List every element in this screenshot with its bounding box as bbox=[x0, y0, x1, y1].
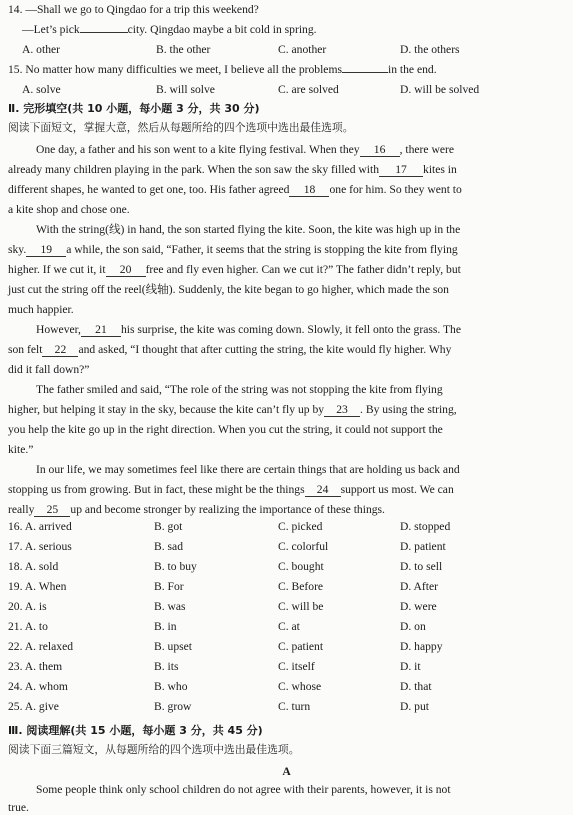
choice-25-option-b: B. grow bbox=[154, 700, 192, 713]
q14-text-b: city. Qingdao maybe a bit cold in spring. bbox=[127, 23, 317, 36]
q14-blank bbox=[80, 32, 128, 33]
choice-25-option-c: C. turn bbox=[278, 700, 311, 713]
choice-23-option-a: 23. A. them bbox=[8, 660, 63, 673]
choice-17-option-c: C. colorful bbox=[278, 540, 329, 553]
p1-text-a: One day, a father and his son went to a kite flying festival. When they bbox=[36, 143, 360, 156]
p5-line1: In our life, we may sometimes feel like there are certain things that are holding us back and bbox=[36, 463, 460, 476]
choice-19-option-a: 19. A. When bbox=[8, 580, 67, 593]
choice-25-option-d: D. put bbox=[400, 700, 429, 713]
p3-line3: did it fall down?” bbox=[8, 363, 90, 376]
p2-text-e: free and fly even higher. Can we cut it?” The father didn’t reply, but bbox=[145, 263, 461, 276]
p1-text-e: different shapes, he wanted to get one, too. His father agreed bbox=[8, 183, 290, 196]
blank-24: 24 bbox=[305, 484, 341, 497]
choice-22-option-c: C. patient bbox=[278, 640, 324, 653]
choice-19-option-d: D. After bbox=[400, 580, 438, 593]
p1-text-b: , there were bbox=[399, 143, 454, 156]
p4-line2 bbox=[8, 402, 573, 417]
choice-18-option-d: D. to sell bbox=[400, 560, 443, 573]
p3-line1 bbox=[36, 322, 573, 337]
p3-text-b: his surprise, the kite was coming down. Slowly, it fell onto the grass. The bbox=[120, 323, 461, 336]
blank-25: 25 bbox=[34, 504, 70, 517]
blank-19: 19 bbox=[26, 244, 66, 257]
p4-line3: you help the kite go up in the right direction. When you cut the string, it could not support the bbox=[8, 423, 443, 436]
section3-text-line2: true. bbox=[8, 801, 29, 814]
q15-text-a: 15. No matter how many difficulties we meet, I believe all the problems bbox=[8, 63, 342, 76]
p3-line2 bbox=[8, 342, 573, 357]
q14-option-c: C. another bbox=[278, 43, 327, 56]
choice-22-option-a: 22. A. relaxed bbox=[8, 640, 74, 653]
blank-16: 16 bbox=[360, 144, 400, 157]
choice-23-option-c: C. itself bbox=[278, 660, 315, 673]
q14-dialogue bbox=[22, 22, 573, 37]
choice-19-option-c: C. Before bbox=[278, 580, 324, 593]
p2-text-b: sky. bbox=[8, 243, 27, 256]
choice-21-option-c: C. at bbox=[278, 620, 300, 633]
choice-17-option-d: D. patient bbox=[400, 540, 446, 553]
p4-line1: The father smiled and said, “The role of the string was not stopping the kite from flying bbox=[36, 383, 443, 396]
choice-22-option-d: D. happy bbox=[400, 640, 443, 653]
section3-instruction: 阅读下面三篇短文，从每题所给的四个选项中选出最佳选项。 bbox=[8, 743, 300, 756]
p1-line3 bbox=[8, 182, 573, 197]
p1-text-c: already many children playing in the park. When the son saw the sky filled with bbox=[8, 163, 380, 176]
p1-text-f: one for him. So they went to bbox=[329, 183, 462, 196]
p4-line4: kite.” bbox=[8, 443, 34, 456]
choice-20-option-b: B. was bbox=[154, 600, 186, 613]
choice-20-option-a: 20. A. is bbox=[8, 600, 47, 613]
q15-option-c: C. are solved bbox=[278, 83, 339, 96]
p1-text-d: kites in bbox=[423, 163, 457, 176]
p5-text-b: stopping us from growing. But in fact, these might be the things bbox=[8, 483, 305, 496]
p3-text-d: and asked, “I thought that after cutting the string, the kite would fly higher. Why bbox=[78, 343, 452, 356]
blank-21: 21 bbox=[81, 324, 121, 337]
p1-line1 bbox=[36, 142, 573, 157]
section2-heading: Ⅱ. 完形填空(共 10 小题，每小题 3 分，共 30 分) bbox=[8, 102, 260, 115]
choice-19-option-b: B. For bbox=[154, 580, 184, 593]
blank-23: 23 bbox=[324, 404, 360, 417]
p4-text-c: . By using the string, bbox=[360, 403, 457, 416]
choice-23-option-b: B. its bbox=[154, 660, 179, 673]
p2-line1: With the string(线) in hand, the son started flying the kite. Soon, the kite was high up in the bbox=[36, 223, 461, 236]
choice-18-option-a: 18. A. sold bbox=[8, 560, 59, 573]
choice-24-option-d: D. that bbox=[400, 680, 432, 693]
choice-24-option-b: B. who bbox=[154, 680, 188, 693]
choice-24-option-c: C. whose bbox=[278, 680, 322, 693]
choice-17-option-a: 17. A. serious bbox=[8, 540, 72, 553]
q15-option-b: B. will solve bbox=[156, 83, 215, 96]
section2-instruction: 阅读下面短文，掌握大意，然后从每题所给的四个选项中选出最佳选项。 bbox=[8, 121, 354, 134]
p3-text-c: son felt bbox=[8, 343, 43, 356]
p2-line4: just cut the string off the reel(线轴). Suddenly, the kite began to go higher, which made the son bbox=[8, 283, 449, 296]
p1-line4: a kite shop and chose one. bbox=[8, 203, 130, 216]
blank-22: 22 bbox=[42, 344, 78, 357]
q14-option-b: B. the other bbox=[156, 43, 211, 56]
q15-blank bbox=[342, 72, 388, 73]
p2-text-d: higher. If we cut it, it bbox=[8, 263, 106, 276]
q14-option-a: A. other bbox=[22, 43, 60, 56]
q15-text-b: in the end. bbox=[387, 63, 437, 76]
blank-17: 17 bbox=[379, 164, 423, 177]
p2-line5: much happier. bbox=[8, 303, 74, 316]
choice-17-option-b: B. sad bbox=[154, 540, 183, 553]
choice-22-option-b: B. upset bbox=[154, 640, 193, 653]
choice-25-option-a: 25. A. give bbox=[8, 700, 59, 713]
choice-18-option-c: C. bought bbox=[278, 560, 324, 573]
choice-21-option-d: D. on bbox=[400, 620, 426, 633]
q15-stem bbox=[8, 62, 573, 77]
choice-23-option-d: D. it bbox=[400, 660, 421, 673]
blank-20: 20 bbox=[106, 264, 146, 277]
choice-16-option-a: 16. A. arrived bbox=[8, 520, 72, 533]
blank-18: 18 bbox=[289, 184, 329, 197]
p2-text-c: a while, the son said, “Father, it seems that the string is stopping the kite from flying bbox=[66, 243, 458, 256]
choice-24-option-a: 24. A. whom bbox=[8, 680, 68, 693]
p5-line2 bbox=[8, 482, 573, 497]
section3-heading: Ⅲ. 阅读理解(共 15 小题，每小题 3 分，共 45 分) bbox=[8, 724, 263, 737]
choice-20-option-d: D. were bbox=[400, 600, 437, 613]
p5-text-c: support us most. We can bbox=[340, 483, 454, 496]
q14-stem: 14. —Shall we go to Qingdao for a trip this weekend? bbox=[8, 3, 259, 16]
choice-21-option-b: B. in bbox=[154, 620, 177, 633]
passage-letter: A bbox=[282, 765, 291, 778]
q14-option-d: D. the others bbox=[400, 43, 460, 56]
choice-16-option-d: D. stopped bbox=[400, 520, 451, 533]
choice-16-option-b: B. got bbox=[154, 520, 183, 533]
p1-line2 bbox=[8, 162, 573, 177]
p5-text-e: up and become stronger by realizing the importance of these things. bbox=[70, 503, 385, 516]
q14-text-a: —Let’s pick bbox=[22, 23, 80, 36]
p2-line3 bbox=[8, 262, 573, 277]
q15-option-a: A. solve bbox=[22, 83, 61, 96]
p4-text-b: higher, but helping it stay in the sky, because the kite can’t fly up by bbox=[8, 403, 325, 416]
p5-text-d: really bbox=[8, 503, 35, 516]
choice-20-option-c: C. will be bbox=[278, 600, 324, 613]
p3-text-a: However, bbox=[36, 323, 81, 336]
q15-option-d: D. will be solved bbox=[400, 83, 480, 96]
p2-line2 bbox=[8, 242, 573, 257]
p5-line3 bbox=[8, 502, 573, 517]
choice-18-option-b: B. to buy bbox=[154, 560, 197, 573]
choice-16-option-c: C. picked bbox=[278, 520, 323, 533]
choice-21-option-a: 21. A. to bbox=[8, 620, 48, 633]
section3-text-line1: Some people think only school children do not agree with their parents, however, it is not bbox=[36, 783, 451, 796]
